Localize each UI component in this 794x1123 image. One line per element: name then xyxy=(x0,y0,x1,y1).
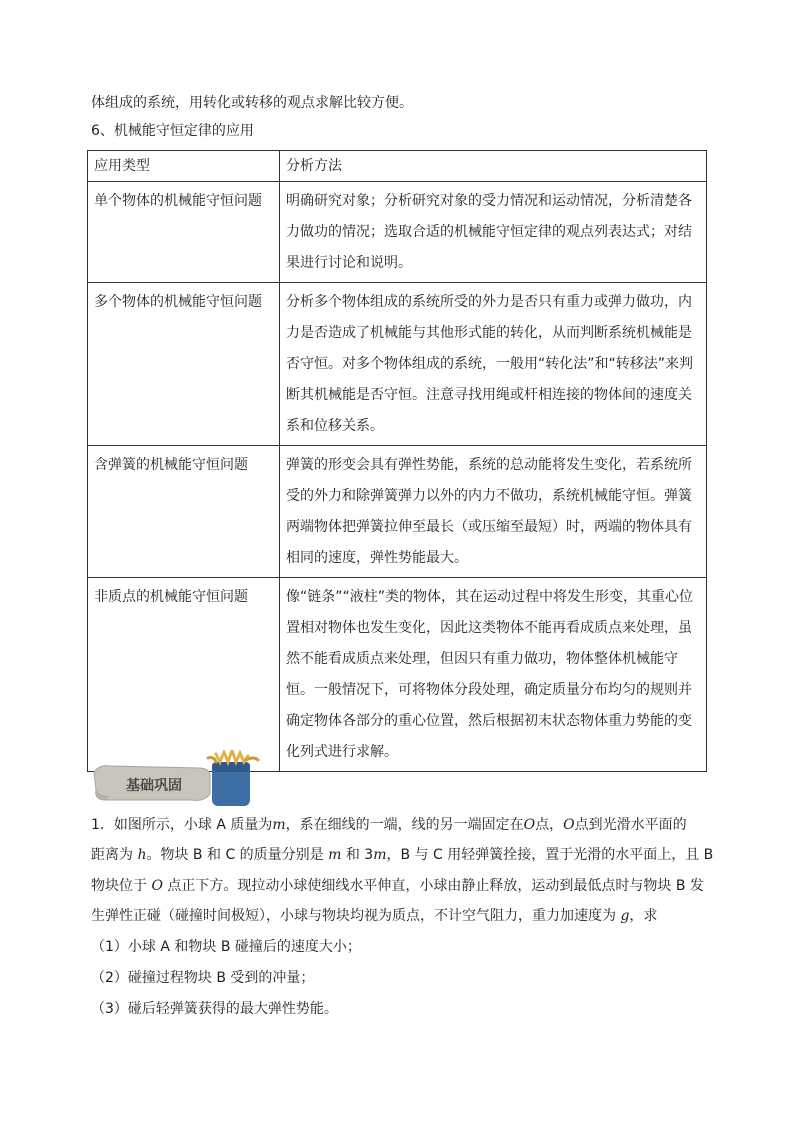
problem-line-2: 距离为 h。物块 B 和 C 的质量分别是 m 和 3m，B 与 C 用轻弹簧拴接，置于光滑的水平面上，且 B xyxy=(91,847,714,863)
row-type: 单个物体的机械能守恒问题 xyxy=(88,182,280,283)
problem-line-4: 生弹性正碰（碰撞时间极短），小球与物块均视为质点，不计空气阻力，重力加速度为 g，求 xyxy=(91,908,658,924)
intro-line: 体组成的系统，用转化或转移的观点求解比较方便。 xyxy=(91,95,413,111)
row-type: 含弹簧的机械能守恒问题 xyxy=(88,446,280,578)
header-type: 应用类型 xyxy=(88,151,280,182)
sub-question-1: （1）小球 A 和物块 B 碰撞后的速度大小； xyxy=(91,939,361,955)
table-row xyxy=(88,283,707,446)
row-method: 像“链条”“液柱”类的物体，其在运动过程中将发生形变，其重心位置相对物体也发生变化，因此这类物体不能再看成质点来处理，虽然不能看成质点来处理，但因只有重力做功，物体整体机械能守恒。一般情况下，可将物体分段处理，确定质量分布均匀的规则并确定物体各部分的重心位置，然后根据初末状态物体重力势能的变化列式进行求解。 xyxy=(280,578,707,772)
sub-question-3: （3）碰后轻弹簧获得的最大弹性势能。 xyxy=(91,1001,338,1017)
problem-line-1: 1．如图所示，小球 A 质量为m，系在细线的一端，线的另一端固定在O点，O点到光滑水平面的 xyxy=(91,817,687,833)
header-method: 分析方法 xyxy=(280,151,707,182)
table-row xyxy=(88,578,707,772)
scroll-banner-icon xyxy=(92,750,276,810)
problem-line-3: 物块位于 O 点正下方。现拉动小球使细线水平伸直，小球由静止释放，运动到最低点时与物块 B 发 xyxy=(91,878,704,894)
section-banner xyxy=(92,750,276,810)
methods-table xyxy=(87,150,707,772)
row-type: 非质点的机械能守恒问题 xyxy=(88,578,280,772)
sub-question-2: （2）碰撞过程物块 B 受到的冲量； xyxy=(91,970,315,986)
table-row xyxy=(88,446,707,578)
table-row xyxy=(88,182,707,283)
row-type: 多个物体的机械能守恒问题 xyxy=(88,283,280,446)
row-method: 弹簧的形变会具有弹性势能，系统的总动能将发生变化，若系统所受的外力和除弹簧弹力以外的内力不做功，系统机械能守恒。弹簧两端物体把弹簧拉伸至最长（或压缩至最短）时，两端的物体具有相同的速度，弹性势能最大。 xyxy=(280,446,707,578)
section-heading: 6、机械能守恒定律的应用 xyxy=(91,123,254,139)
row-method: 分析多个物体组成的系统所受的外力是否只有重力或弹力做功，内力是否造成了机械能与其他形式能的转化，从而判断系统机械能是否守恒。对多个物体组成的系统，一般用“转化法”和“转移法”来判断其机械能是否守恒。注意寻找用绳或杆相连接的物体间的速度关系和位移关系。 xyxy=(280,283,707,446)
row-method: 明确研究对象；分析研究对象的受力情况和运动情况，分析清楚各力做功的情况；选取合适的机械能守恒定律的观点列表达式；对结果进行讨论和说明。 xyxy=(280,182,707,283)
table-header-row xyxy=(88,151,707,182)
banner-label: 基础巩固 xyxy=(126,778,182,794)
